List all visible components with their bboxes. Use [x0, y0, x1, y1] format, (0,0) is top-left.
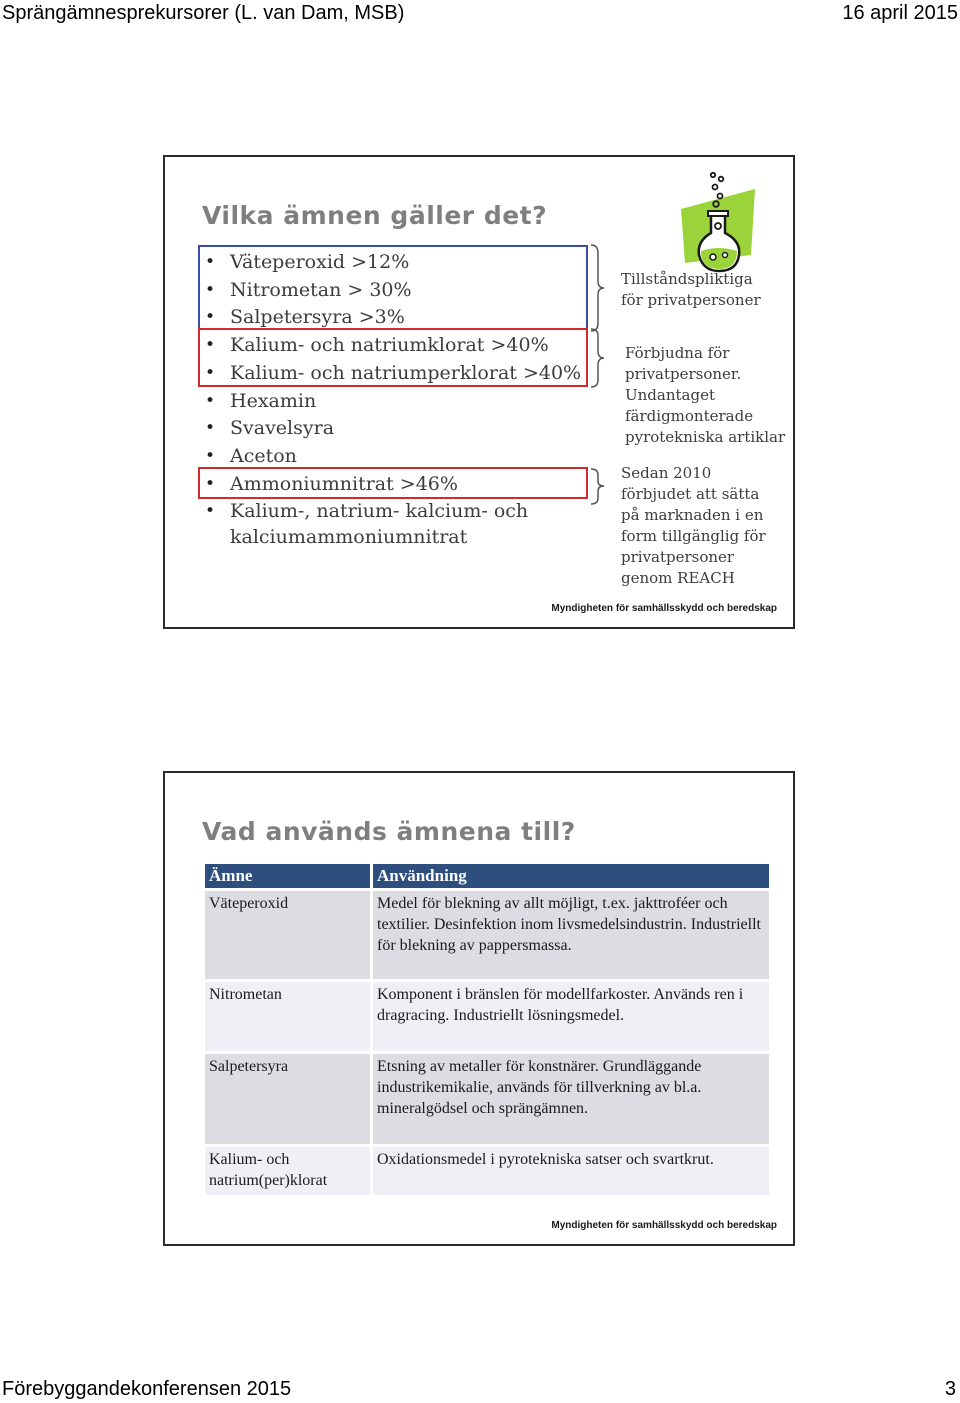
- usage-cell: Etsning av metaller för konstnärer. Grundläggande industrikemikalie, används för tillverkning av bl.a. mineralgödsel och sprängämnen.: [373, 1054, 769, 1144]
- header-date: 16 april 2015: [842, 2, 958, 24]
- list-item: • Nitrometan > 30%: [205, 277, 581, 305]
- reach-note: [621, 463, 766, 589]
- forbidden-note: [625, 343, 785, 448]
- note-line: förbjudet att sätta: [621, 485, 760, 503]
- table-row: [205, 1147, 769, 1195]
- subject-cell: Salpetersyra: [205, 1054, 370, 1144]
- note-line: form tillgänglig för: [621, 527, 766, 545]
- slide-title: Vad används ämnena till?: [202, 817, 576, 846]
- list-item: • Kalium- och natriumperklorat >40%: [205, 360, 581, 388]
- list-item: • Svavelsyra: [205, 415, 581, 443]
- note-line: på marknaden i en: [621, 506, 764, 524]
- page-header: [0, 0, 960, 30]
- slide-usage: [163, 771, 795, 1246]
- slide-substances: [163, 155, 795, 629]
- forbidden-bracket: [589, 327, 605, 389]
- usage-cell: Komponent i bränslen för modellfarkoster. Används ren i dragracing. Industriellt lösningsmedel.: [373, 982, 769, 1051]
- licensed-highlight-box: [198, 245, 588, 330]
- column-header-subject: Ämne: [205, 864, 370, 888]
- agency-name: Myndigheten för samhällsskydd och beredskap: [551, 603, 777, 614]
- footer-conference: Förebyggandekonferensen 2015: [2, 1378, 292, 1400]
- note-line: Tillståndspliktiga: [621, 270, 753, 288]
- list-item: • Väteperoxid >12%: [205, 249, 581, 277]
- list-item: • Ammoniumnitrat >46%: [205, 471, 581, 499]
- usage-cell: Oxidationsmedel i pyrotekniska satser och svartkrut.: [373, 1147, 769, 1195]
- chemistry-flask-icon: [675, 171, 761, 277]
- header-title: Sprängämnesprekursorer (L. van Dam, MSB): [2, 2, 405, 24]
- table-row: [205, 982, 769, 1051]
- table-row: [205, 1054, 769, 1144]
- list-item: • Salpetersyra >3%: [205, 304, 581, 332]
- list-item: • Hexamin: [205, 388, 581, 416]
- agency-name: Myndigheten för samhällsskydd och beredskap: [551, 1220, 777, 1231]
- table-row: [205, 891, 769, 979]
- usage-table: [202, 861, 772, 1198]
- note-line: genom REACH: [621, 569, 735, 587]
- usage-cell: Medel för blekning av allt möjligt, t.ex. jakttroféer och textilier. Desinfektion inom livsmedelsindustrin. Industriellt för blekning av pappersmassa.: [373, 891, 769, 979]
- note-line: privatpersoner: [621, 548, 735, 566]
- forbidden-highlight-box: [198, 328, 588, 387]
- reach-bracket: [589, 467, 605, 507]
- reach-highlight-box: [198, 467, 588, 499]
- subject-cell: Väteperoxid: [205, 891, 370, 979]
- licensed-note: [621, 269, 761, 311]
- note-line: för privatpersoner: [621, 291, 761, 309]
- list-item: [205, 498, 581, 548]
- slide-title: Vilka ämnen gäller det?: [202, 201, 548, 230]
- list-item: • Kalium- och natriumklorat >40%: [205, 332, 581, 360]
- note-line: privatpersoner.: [625, 365, 742, 383]
- subject-cell: Nitrometan: [205, 982, 370, 1051]
- note-line: Sedan 2010: [621, 464, 712, 482]
- note-line: pyrotekniska artiklar: [625, 428, 786, 446]
- list-item-continuation: kalciumammoniumnitrat: [230, 526, 468, 549]
- table-header-row: [205, 864, 769, 888]
- licensed-bracket: [589, 243, 605, 333]
- list-item: • Aceton: [205, 443, 581, 471]
- subject-cell: Kalium- och natrium(per)klorat: [205, 1147, 370, 1195]
- page-number: 3: [944, 1378, 956, 1400]
- note-line: Undantaget: [625, 386, 715, 404]
- list-item-text: Kalium-, natrium- kalcium- och: [230, 500, 529, 523]
- column-header-usage: Användning: [373, 864, 769, 888]
- note-line: Förbjudna för: [625, 344, 730, 362]
- note-line: färdigmonterade: [625, 407, 754, 425]
